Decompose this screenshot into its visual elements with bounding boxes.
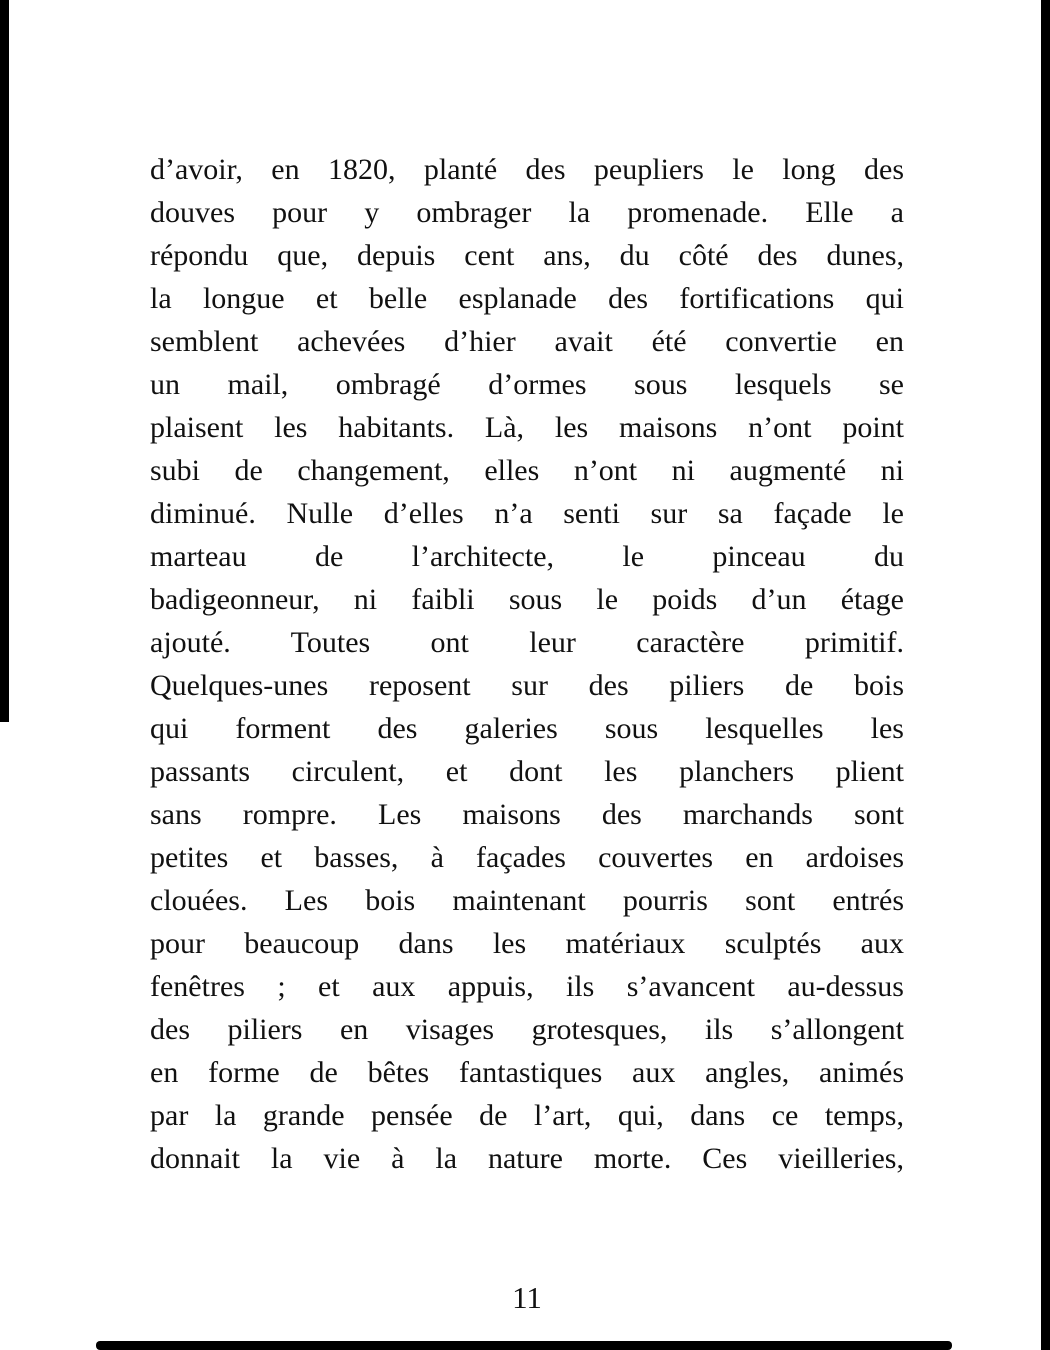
text-line: petites et basses, à façades couvertes en ardoises [150,841,904,874]
text-line: passants circulent, et dont les planchers plient [150,755,904,788]
body-text [150,148,904,1180]
text-line: marteau de l’architecte, le pinceau du [150,540,904,573]
text-line: des piliers en visages grotesques, ils s’allongent [150,1013,904,1046]
text-line: plaisent les habitants. Là, les maisons n’ont point [150,411,904,444]
text-line: donnait la vie à la nature morte. Ces vieilleries, [150,1142,904,1175]
text-line: subi de changement, elles n’ont ni augmenté ni [150,454,904,487]
scan-artifact-bottom-edge [96,1341,952,1350]
text-line: clouées. Les bois maintenant pourris sont entrés [150,884,904,917]
scan-artifact-left-edge [0,0,9,722]
text-line: badigeonneur, ni faibli sous le poids d’un étage [150,583,904,616]
page-number: 11 [512,1280,542,1315]
text-line: sans rompre. Les maisons des marchands sont [150,798,904,831]
text-line: la longue et belle esplanade des fortifications qui [150,282,904,315]
text-line: diminué. Nulle d’elles n’a senti sur sa façade le [150,497,904,530]
text-line: par la grande pensée de l’art, qui, dans ce temps, [150,1099,904,1132]
text-line: ajouté. Toutes ont leur caractère primitif. [150,626,904,659]
text-line: qui forment des galeries sous lesquelles les [150,712,904,745]
text-line: fenêtres ; et aux appuis, ils s’avancent au-dessus [150,970,904,1003]
text-line: Quelques-unes reposent sur des piliers de bois [150,669,904,702]
text-line: pour beaucoup dans les matériaux sculptés aux [150,927,904,960]
text-line: répondu que, depuis cent ans, du côté des dunes, [150,239,904,272]
text-line: semblent achevées d’hier avait été convertie en [150,325,904,358]
text-line: en forme de bêtes fantastiques aux angles, animés [150,1056,904,1089]
text-line: un mail, ombragé d’ormes sous lesquels se [150,368,904,401]
text-line: d’avoir, en 1820, planté des peupliers le long des [150,153,904,186]
scan-artifact-right-edge [1041,0,1050,1350]
text-line: douves pour y ombrager la promenade. Elle a [150,196,904,229]
